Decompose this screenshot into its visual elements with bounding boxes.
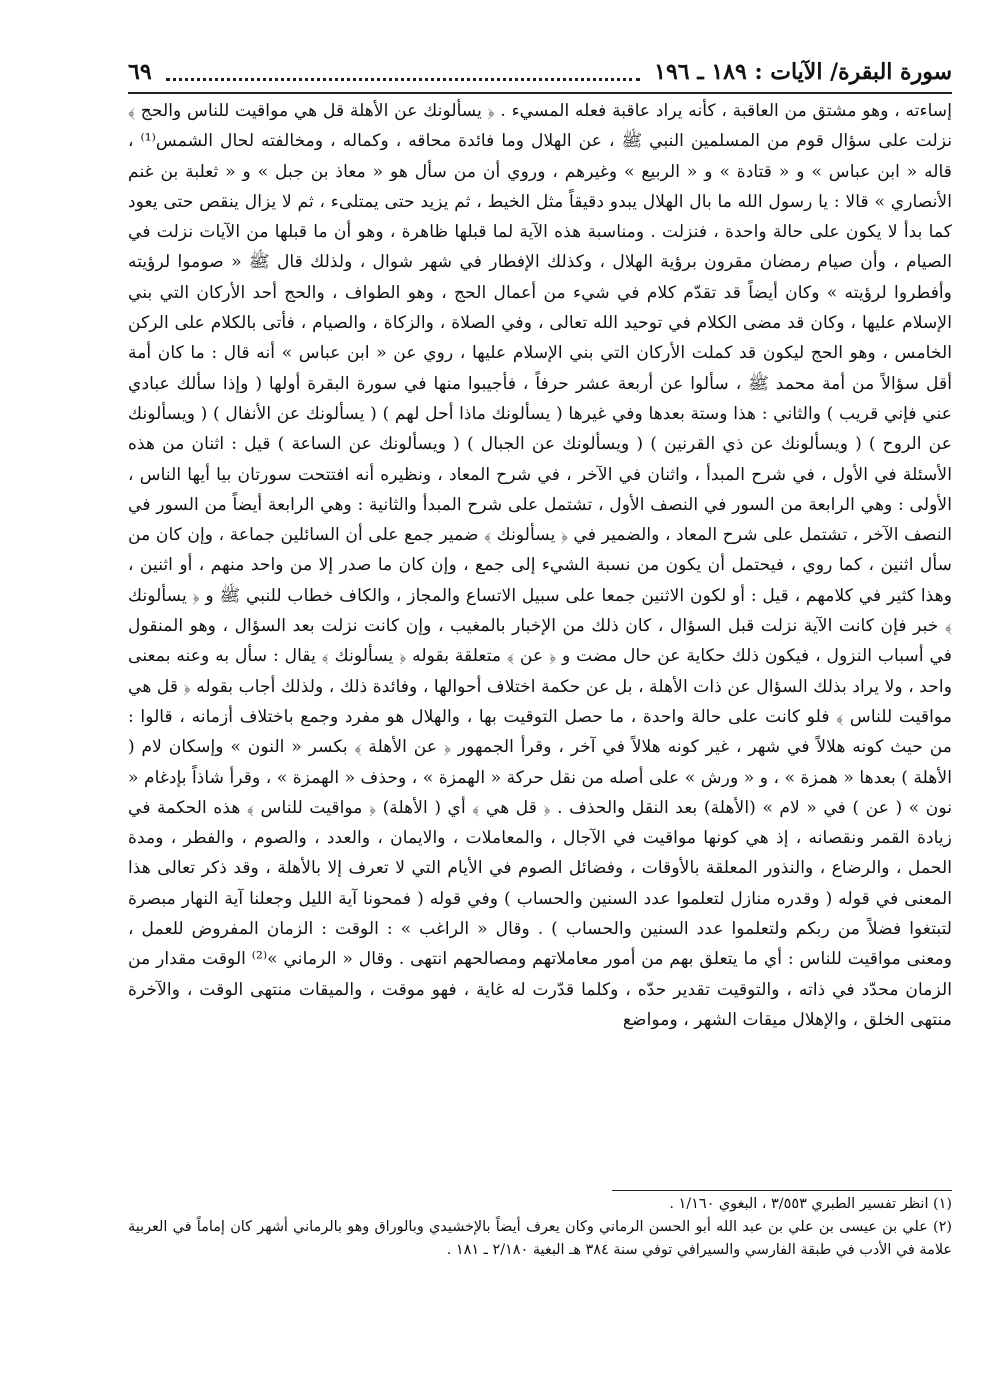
- body-paragraph: إساءته ، وهو مشتق من العاقبة ، كأنه يراد عاقبة فعله المسيء . ﴿ يسألونك عن الأهلة قل هي مواقيت للناس والحج ﴾ نزلت على سؤال قوم من المسلمين النبي ﷺ ، عن الهلال وما فائدة محاقه ، وكماله ، ومخالفته لحال الشمس⁽¹⁾ ، قاله « ابن عباس » و « قتادة » و « الربيع » وغيرهم ، وروي أن من سأل هو « معاذ بن جبل » و « ثعلبة بن غنم الأنصاري » قالا : يا رسول الله ما بال الهلال يبدو دقيقاً مثل الخيط ، ثم يزيد حتى يمتلىء ، ثم لا يزال ينقص حتى يعود كما بدأ لا يكون على حالة واحدة ، فنزلت . ومناسبة هذه الآية لما قبلها ظاهرة ، وهو أن ما قبلها من الآيات نزلت في الصيام ، وأن صيام رمضان مقرون برؤية الهلال ، وكذلك الإفطار في شهر شوال ، ولذلك قال ﷺ « صوموا لرؤيته وأفطروا لرؤيته » وكان أيضاً قد تقدّم كلام في شيء من أعمال الحج ، وهو الطواف ، والحج أحد الأركان التي بني الإسلام عليها ، وكان قد مضى الكلام في توحيد الله تعالى ، وفي الصلاة ، والزكاة ، والصيام ، فأتى بالكلام على الركن الخامس ، وهو الحج ليكون قد كملت الأركان التي بني الإسلام عليها ، روي عن « ابن عباس » أنه قال : ما كان أمة أقل سؤالاً من أمة محمد ﷺ ، سألوا عن أربعة عشر حرفاً ، فأجيبوا منها في سورة البقرة أولها ( وإذا سألك عبادي عني فإني قريب ) والثاني : هذا وستة بعدها وفي غيرها ( يسألونك ماذا أحل لهم ) ( يسألونك عن الأنفال ) ( ويسألونك عن الروح ) ( ويسألونك عن ذي القرنين ) ( ويسألونك عن الجبال ) ( ويسألونك عن الساعة ) قيل : اثنان من هذه الأسئلة في الأول ، في شرح المبدأ ، واثنان في الآخر ، في شرح المعاد ، ونظيره أنه افتتحت سورتان بيا أيها الناس ، الأولى : وهي الرابعة من السور في النصف الأول ، تشتمل على شرح المبدأ والثانية : وهي الرابعة أيضاً من السور في النصف الآخر ، تشتمل على شرح المعاد ، والضمير في ﴿ يسألونك ﴾ ضمير جمع على أن السائلين جماعة ، وإن كان من سأل اثنين ، كما روي ، فيحتمل أن يكون من نسبة الشيء إلى جمع ، وإن كان ما صدر إلا من واحد منهم ، أو اثنين ، وهذا كثير في كلامهم ، قيل : أو لكون الاثنين جمعا على سبيل الاتساع والمجاز ، والكاف خطاب للنبي ﷺ و ﴿ يسألونك ﴾ خبر فإن كانت الآية نزلت قبل السؤال ، كان ذلك من الإخبار بالمغيب ، وإن كانت نزلت بعد السؤال ، وهو المنقول في أسباب النزول ، فيكون ذلك حكاية عن حال مضت و ﴿ عن ﴾ متعلقة بقوله ﴿ يسألونك ﴾ يقال : سأل به وعنه بمعنى واحد ، ولا يراد بذلك السؤال عن ذات الأهلة ، بل عن حكمة اختلاف أحوالها ، وفائدة ذلك ، ولذلك أجاب بقوله ﴿ قل هي مواقيت للناس ﴾ فلو كانت على حالة واحدة ، ما حصل التوقيت بها ، والهلال هو مفرد وجمع باختلاف أزمانه ، قالوا : من حيث كونه هلالاً في شهر ، غير كونه هلالاً في آخر ، وقرأ الجمهور ﴿ عن الأهلة ﴾ بكسر « النون » وإسكان لام ( الأهلة ) بعدها « همزة » ، و « ورش » على أصله من نقل حركة « الهمزة » ، وحذف « الهمزة » ، وقرأ شاذاً بإدغام « نون » ( عن ) في « لام » (الأهلة) بعد النقل والحذف . ﴿ قل هي ﴾ أي ( الأهلة) ﴿ مواقيت للناس ﴾ هذه الحكمة في زيادة القمر ونقصانه ، إذ هي كونها مواقيت في الآجال ، والمعاملات ، والايمان ، والعدد ، والصوم ، والفطر ، ومدة الحمل ، والرضاع ، والنذور المعلقة بالأوقات ، وفضائل الصوم في الأيام التي لا تعرف إلا بالأهلة ، وقد ذكر تعالى هذا المعنى في قوله ( وقدره منازل لتعلموا عدد السنين والحساب ) وفي قوله ( فمحونا آية الليل وجعلنا آية النهار مبصرة لتبتغوا فضلاً من ربكم ولتعلموا عدد السنين والحساب ) . وقال « الراغب » : الوقت : الزمان المفروض للعمل ، ومعنى مواقيت للناس : أي ما يتعلق بهم من أمور معاملاتهم ومصالحهم انتهى . وقال « الرماني »⁽²⁾ الوقت مقدار من الزمان محدّد في ذاته ، والتوقيت تقدير حدّه ، وكلما قدّرت له غاية ، فهو موقت ، والميقات منتهى الوقت ، والآخرة منتهى الخلق ، والإهلال ميقات الشهر ، ومواضع: [128, 101, 953, 1030]
- footnote-divider: [612, 1190, 952, 1191]
- footnote-1: (١) انظر تفسير الطبري ٣/٥٥٣ ، البغوي ١/١٦٠ .: [669, 1196, 952, 1212]
- running-header: [128, 52, 952, 94]
- chapter-title: سورة البقرة/ الآيات : ١٨٩ ـ ١٩٦: [654, 59, 952, 85]
- main-text: [128, 96, 952, 1035]
- footnote-2: (٢) علي بن عيسى بن علي بن عبد الله أبو الحسن الرماني وكان يعرف أيضاً بالإخشيدي وبالوراق وهو بالرماني أشهر كان إماماً في العربية علامة في الأدب في طبقة الفارسي والسيرافي توفي سنة ٣٨٤ هـ البغية ٢/١٨٠ ـ ١٨١ .: [128, 1219, 952, 1258]
- footnotes: [128, 1193, 952, 1262]
- dotted-leader: [166, 64, 641, 81]
- page-number: ٦٩: [128, 59, 152, 85]
